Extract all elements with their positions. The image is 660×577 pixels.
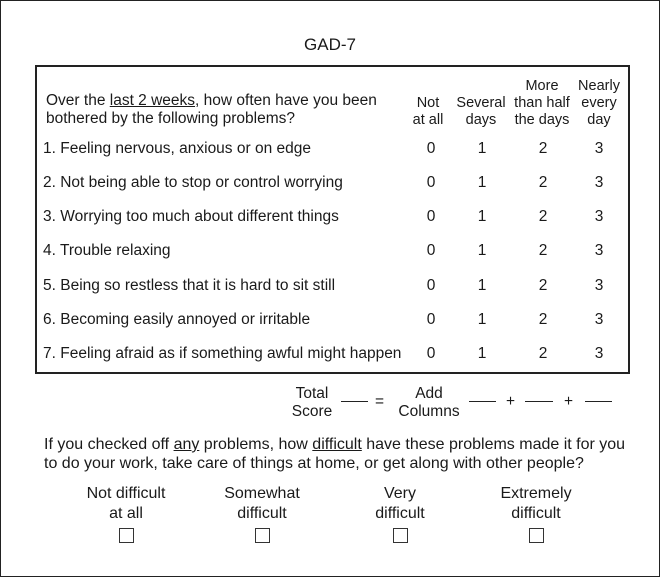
score-option[interactable]: 2 (538, 345, 548, 362)
option-not-difficult-label (61, 484, 191, 524)
score-option[interactable]: 1 (477, 311, 487, 328)
score-option[interactable]: 3 (594, 345, 604, 362)
option-label-line: Not difficult (86, 485, 166, 502)
score-option[interactable]: 3 (594, 277, 604, 294)
column-header-line: at all (412, 112, 444, 128)
plus-sign: + (564, 393, 574, 410)
column-header-line: days (465, 112, 497, 128)
column-header-several-days (449, 78, 513, 129)
score-option[interactable]: 0 (426, 174, 436, 191)
column-header-line: the days (514, 112, 570, 128)
column-header-line: More (525, 78, 559, 94)
option-somewhat-difficult-label (197, 484, 327, 524)
intro-text-underlined: last 2 weeks (109, 92, 196, 109)
question-item-2: 2. Not being able to stop or control worrying (43, 174, 343, 191)
intro-text-before: Over the (46, 92, 110, 109)
score-option[interactable]: 1 (477, 242, 487, 259)
add-label-line: Columns (398, 403, 460, 420)
score-option[interactable]: 3 (594, 140, 604, 157)
column-header-line (449, 78, 513, 95)
difficulty-question-line-2: to do your work, take care of things at home, or get along with other people? (44, 455, 584, 472)
option-extremely-difficult-checkbox[interactable] (529, 528, 544, 543)
column-header-nearly-every-day (571, 78, 627, 129)
total-label-line: Score (291, 403, 333, 420)
score-option[interactable]: 2 (538, 311, 548, 328)
difficulty-text: problems, how (199, 436, 313, 453)
column-header-line (402, 78, 454, 95)
option-label-line: difficult (375, 505, 425, 522)
score-option[interactable]: 3 (594, 311, 604, 328)
plus-sign: + (506, 393, 516, 410)
option-label-line: at all (109, 505, 143, 522)
column-header-line: Nearly (578, 78, 620, 94)
option-very-difficult-label (335, 484, 465, 524)
score-option[interactable]: 3 (594, 242, 604, 259)
option-label-line: difficult (237, 505, 287, 522)
score-option[interactable]: 2 (538, 208, 548, 225)
column-header-line: than half (514, 95, 570, 111)
column-header-line: day (587, 112, 611, 128)
score-option[interactable]: 0 (426, 242, 436, 259)
score-option[interactable]: 1 (477, 140, 487, 157)
option-label-line: Extremely (500, 485, 572, 502)
option-somewhat-difficult-checkbox[interactable] (255, 528, 270, 543)
score-option[interactable]: 2 (538, 174, 548, 191)
column-sum-blank[interactable] (585, 401, 612, 402)
score-option[interactable]: 0 (426, 140, 436, 157)
add-columns-label (393, 385, 465, 421)
score-option[interactable]: 3 (594, 174, 604, 191)
add-label-line: Add (415, 385, 443, 402)
score-option[interactable]: 0 (426, 277, 436, 294)
difficulty-text-underlined: any (173, 436, 200, 453)
score-option[interactable]: 1 (477, 174, 487, 191)
column-header-more-than-half (509, 78, 575, 129)
column-header-line: Several (456, 95, 506, 111)
score-option[interactable]: 1 (477, 277, 487, 294)
score-option[interactable]: 1 (477, 345, 487, 362)
score-option[interactable]: 3 (594, 208, 604, 225)
score-option[interactable]: 2 (538, 140, 548, 157)
equals-sign: = (375, 393, 385, 410)
option-label-line: Very (383, 485, 416, 502)
difficulty-question-line-1 (44, 435, 644, 454)
column-header-line: every (581, 95, 617, 111)
column-header-line: Not (416, 95, 440, 111)
option-extremely-difficult-label (471, 484, 601, 524)
option-label-line: Somewhat (224, 485, 300, 502)
intro-text-after: , how often have you been bothered by the following problems? (46, 92, 377, 127)
intro-question (46, 92, 406, 128)
column-sum-blank[interactable] (525, 401, 553, 402)
difficulty-text: have these problems made it for you (361, 436, 626, 453)
question-item-3: 3. Worrying too much about different things (43, 208, 339, 225)
score-option[interactable]: 0 (426, 345, 436, 362)
question-item-6: 6. Becoming easily annoyed or irritable (43, 311, 311, 328)
score-option[interactable]: 0 (426, 208, 436, 225)
question-item-5: 5. Being so restless that it is hard to sit still (43, 277, 336, 294)
column-sum-blank[interactable] (469, 401, 496, 402)
difficulty-text: If you checked off (44, 436, 174, 453)
question-table (35, 65, 630, 374)
option-not-difficult-checkbox[interactable] (119, 528, 134, 543)
score-option[interactable]: 2 (538, 277, 548, 294)
score-option[interactable]: 2 (538, 242, 548, 259)
option-very-difficult-checkbox[interactable] (393, 528, 408, 543)
column-header-not-at-all (402, 78, 454, 129)
page-title: GAD-7 (304, 35, 356, 54)
difficulty-question (44, 435, 644, 473)
score-option[interactable]: 0 (426, 311, 436, 328)
question-item-1: 1. Feeling nervous, anxious or on edge (43, 140, 311, 157)
total-label-line: Total (295, 385, 329, 402)
question-item-7: 7. Feeling afraid as if something awful might happen (43, 345, 402, 362)
total-score-blank[interactable] (341, 401, 368, 402)
question-item-4: 4. Trouble relaxing (43, 242, 171, 259)
difficulty-text-underlined: difficult (312, 436, 362, 453)
option-label-line: difficult (511, 505, 561, 522)
score-option[interactable]: 1 (477, 208, 487, 225)
total-score-label (288, 385, 336, 421)
